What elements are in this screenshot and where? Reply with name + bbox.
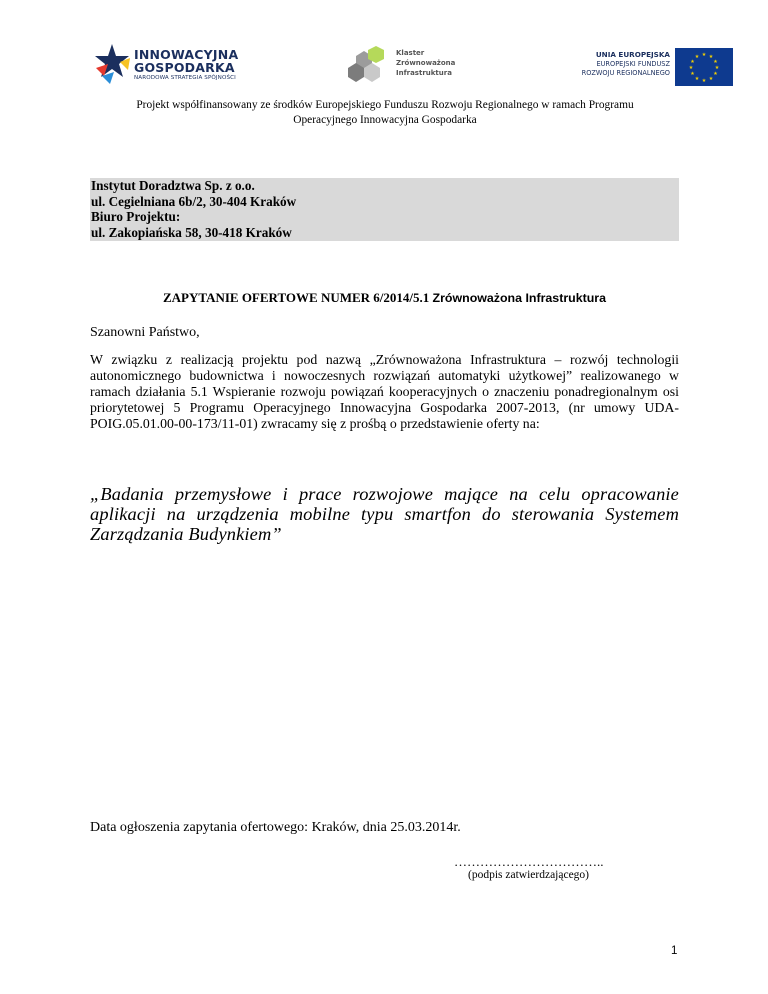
address-line3: Biuro Projektu: (91, 209, 181, 224)
cofinancing-note (90, 98, 680, 128)
address-line1: Instytut Doradztwa Sp. z o.o. (91, 178, 255, 193)
svg-text:★: ★ (694, 76, 700, 82)
logo-ig-line2: GOSPODARKA (134, 60, 235, 75)
eu-logo (560, 44, 735, 88)
svg-text:★: ★ (688, 65, 694, 71)
svg-text:★: ★ (701, 52, 707, 58)
logo-ig-line3: NARODOWA STRATEGIA SPÓJNOŚCI (134, 75, 236, 81)
signature-line: …………………………….. (454, 854, 604, 869)
star-icon (92, 42, 132, 86)
document-title (90, 290, 679, 306)
svg-text:★: ★ (708, 54, 714, 60)
svg-text:★: ★ (713, 71, 718, 77)
subject-quote: „Badania przemysłowe i prace rozwojowe mające na celu opracowanie aplikacji na urządzenia mobilne typu smartfon do sterowania Systemem Zarządzania Budynkiem” (90, 484, 679, 544)
cofinancing-line2: Operacyjnego Innowacyjna Gospodarka (293, 114, 477, 126)
logo-ig-line1: INNOWACYJNA (134, 47, 239, 62)
logo-klaster-line3: Infrastruktura (396, 69, 452, 77)
eu-flag-icon (675, 48, 733, 86)
svg-text:★: ★ (694, 54, 700, 60)
page-number: 1 (671, 945, 678, 957)
logo-eu-line1: UNIA EUROPEJSKA (595, 50, 670, 59)
hexagon-cluster-icon (346, 46, 390, 86)
logo-eu-line2: EUROPEJSKI FUNDUSZ (596, 60, 670, 68)
title-main: ZAPYTANIE OFERTOWE NUMER 6/2014/5.1 (162, 290, 433, 305)
innowacyjna-gospodarka-logo (92, 42, 242, 86)
svg-text:★: ★ (708, 76, 714, 82)
logo-eu-line3: ROZWOJU REGIONALNEGO (581, 69, 670, 77)
cofinancing-line1: Projekt współfinansowany ze środków Europejskiego Funduszu Rozwoju Regionalnego w ramach Programu (136, 99, 634, 111)
logo-klaster-line2: Zrównoważona (396, 59, 456, 67)
klaster-logo (346, 46, 466, 86)
title-sub: Zrównoważona Infrastruktura (432, 291, 607, 305)
body-paragraph: W związku z realizacją projektu pod nazwą „Zrównoważona Infrastruktura – rozwój technologii autonomicznego budownictwa i nowoczesnych rozwiązań automatyki użytkowej” realizowanego w ramach działania 5.1 Wspieranie rozwoju powiązań kooperacyjnych o znaczeniu ponadregionalnym osi priorytetowej 5 Programu Operacyjnego Innowacyjna Gospodarka 2007-2013, (nr umowy UDA-POIG.05.01.00-00-173/11-01) zwracamy się z prośbą o przedstawienie oferty na: (90, 352, 679, 431)
signature-label: (podpis zatwierdzającego) (468, 869, 590, 881)
svg-text:★: ★ (701, 78, 707, 84)
greeting: Szanowni Państwo, (90, 325, 200, 340)
svg-text:★: ★ (714, 65, 720, 71)
svg-text:★: ★ (690, 71, 695, 77)
address-line2: ul. Cegielniana 6b/2, 30-404 Kraków (91, 193, 297, 209)
svg-text:★: ★ (690, 59, 695, 65)
svg-text:★: ★ (713, 59, 718, 65)
logo-klaster-line1: Klaster (396, 49, 425, 57)
announcement-date: Data ogłoszenia zapytania ofertowego: Kraków, dnia 25.03.2014r. (90, 820, 461, 835)
logo-header (0, 40, 768, 90)
address-box (90, 178, 679, 241)
address-line4: ul. Zakopiańska 58, 30-418 Kraków (91, 224, 292, 240)
